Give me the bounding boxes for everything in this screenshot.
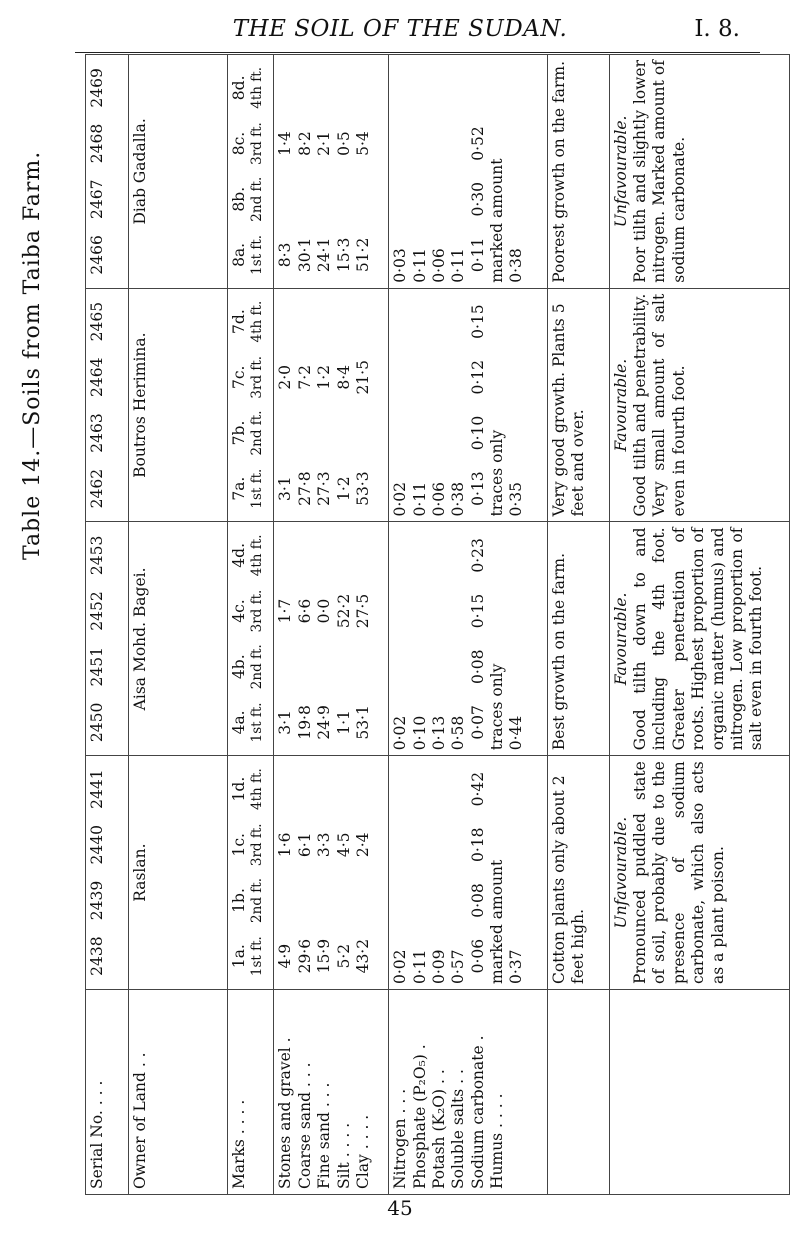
depth: 3rd ft. bbox=[249, 355, 266, 399]
mechanical-values bbox=[276, 528, 373, 751]
value-combined: 3·3 bbox=[315, 832, 334, 858]
serial-numbers bbox=[88, 60, 107, 283]
row-label-mech: Stones and gravel . Coarse sand . . . Fine sand . . . Silt . . . . Clay . . . . bbox=[274, 990, 389, 1195]
mechanical-col-combined bbox=[276, 294, 373, 461]
cell-marks-farm-2 bbox=[227, 522, 273, 756]
value-combined: 52·2 bbox=[334, 593, 353, 629]
serial-number: 2465 bbox=[88, 301, 106, 342]
value-combined: 0·0 bbox=[315, 598, 334, 624]
mechanical-col-1st bbox=[276, 461, 373, 517]
serial-numbers bbox=[88, 528, 107, 751]
mechanical-col-1st bbox=[276, 227, 373, 283]
value-combined: 5·4 bbox=[353, 131, 372, 156]
serial-number: 2452 bbox=[88, 591, 106, 631]
row-label-growth bbox=[547, 990, 609, 1195]
depth-list bbox=[249, 60, 266, 283]
depth: 4th ft. bbox=[249, 300, 266, 343]
value-phosphate: 0·10 bbox=[410, 715, 429, 751]
mark: 4b. bbox=[229, 654, 248, 680]
value-potash: 0·13 bbox=[429, 715, 448, 751]
serial-number: 2466 bbox=[88, 235, 106, 275]
value-soluble: 0·38 bbox=[449, 481, 468, 517]
cell-marks-farm-1 bbox=[227, 756, 273, 990]
value-clay: 43·2 bbox=[353, 938, 372, 974]
depth-list bbox=[249, 294, 266, 517]
depth: 2nd ft. bbox=[249, 410, 266, 456]
value-sodium: 0·13 bbox=[468, 471, 487, 506]
cell-marks-farm-4 bbox=[227, 55, 273, 289]
cell-growth-farm-2 bbox=[547, 522, 609, 756]
header-rule bbox=[75, 52, 760, 53]
mark: 7d. bbox=[229, 309, 248, 334]
owner-name: Diab Gadalla. bbox=[130, 118, 149, 225]
value-combined: 6·6 bbox=[295, 598, 314, 624]
page-reference: I. 8. bbox=[694, 16, 740, 42]
mark: 1d. bbox=[229, 776, 248, 802]
value-coarse: 29·6 bbox=[295, 938, 314, 974]
cell-chem-farm-3 bbox=[389, 288, 547, 522]
cell-remarks-farm-2 bbox=[609, 522, 789, 756]
serial-number: 2453 bbox=[88, 535, 106, 576]
mark: 4a. bbox=[229, 710, 248, 735]
remark-text: Poor tilth and slightly lower nitrogen. Marked amount of sodium carbonate. bbox=[631, 60, 688, 283]
growth-note: Very good growth. Plants 5 feet and over. bbox=[549, 303, 588, 517]
serial-numbers bbox=[88, 294, 107, 517]
remark-heading: Favourable. bbox=[611, 358, 630, 452]
table-caption: Table 14.—Soils from Taiba Farm. bbox=[20, 150, 45, 560]
table-row-owner bbox=[128, 55, 227, 1195]
sodium-values bbox=[469, 294, 488, 517]
serial-number: 2439 bbox=[88, 880, 106, 921]
table-row-serial bbox=[86, 55, 129, 1195]
value-combined: 1·7 bbox=[276, 598, 295, 624]
serial-numbers bbox=[88, 761, 107, 984]
value-nitrogen: 0·02 bbox=[391, 715, 410, 751]
row-label-remarks bbox=[609, 990, 789, 1195]
depth: 2nd ft. bbox=[249, 176, 266, 222]
depth: 4th ft. bbox=[249, 768, 266, 810]
value-phosphate: 0·11 bbox=[410, 949, 429, 984]
cell-owner-farm-1 bbox=[128, 756, 227, 990]
table-row-chem bbox=[389, 55, 547, 1195]
value-soluble: 0·58 bbox=[449, 715, 468, 751]
cell-growth-farm-4 bbox=[547, 55, 609, 289]
value-combined: 1·2 bbox=[315, 364, 334, 390]
value-humus: 0·37 bbox=[507, 949, 526, 984]
growth-note: Best growth on the farm. bbox=[549, 552, 568, 751]
sodium-values bbox=[469, 528, 488, 751]
mechanical-col-1st bbox=[276, 928, 373, 984]
marks-list bbox=[230, 294, 249, 517]
value-stones: 3·1 bbox=[276, 476, 295, 501]
cell-growth-farm-1 bbox=[547, 756, 609, 990]
value-clay: 51·2 bbox=[353, 237, 372, 273]
serial-number: 2440 bbox=[88, 825, 106, 865]
depth: 2nd ft. bbox=[249, 878, 266, 923]
mechanical-col-1st bbox=[276, 695, 373, 751]
mark: 7b. bbox=[229, 420, 248, 446]
value-soluble: 0·11 bbox=[449, 248, 468, 283]
growth-note: Cotton plants only about 2 feet high. bbox=[549, 775, 588, 984]
value-combined: 6·1 bbox=[295, 832, 314, 858]
owner-name: Boutros Herimina. bbox=[130, 332, 149, 478]
mark: 8b. bbox=[229, 186, 248, 212]
cell-serial-farm-4 bbox=[86, 55, 129, 289]
depth: 4th ft. bbox=[249, 534, 266, 577]
marks-list bbox=[230, 761, 249, 984]
sodium-note: traces only bbox=[488, 429, 507, 517]
cell-mech-farm-1 bbox=[274, 756, 389, 990]
cell-serial-farm-1 bbox=[86, 756, 129, 990]
sodium-values bbox=[469, 761, 488, 984]
value-silt: 5·2 bbox=[334, 943, 353, 969]
value-coarse: 30·1 bbox=[295, 237, 314, 273]
sodium-values bbox=[469, 60, 488, 283]
value-silt: 1·2 bbox=[334, 476, 353, 501]
remark-text: Good tilth down to and including the 4th foot. Greater penetration of roots. Highest proportion of organic matter (humus) and nitrogen. Low proportion of salt even in fourth foot. bbox=[631, 527, 766, 751]
value-clay: 53·3 bbox=[353, 471, 372, 506]
value-fine: 15·9 bbox=[315, 938, 334, 974]
value-sodium: 0·10 bbox=[468, 415, 487, 451]
mechanical-col-combined bbox=[276, 761, 373, 928]
sodium-note: marked amount bbox=[488, 158, 507, 283]
remark-heading: Favourable. bbox=[611, 592, 630, 686]
mark: 8a. bbox=[229, 242, 248, 267]
serial-number: 2467 bbox=[88, 179, 106, 219]
serial-number: 2451 bbox=[88, 647, 106, 687]
value-coarse: 27·8 bbox=[295, 471, 314, 506]
cell-marks-farm-3 bbox=[227, 288, 273, 522]
value-nitrogen: 0·02 bbox=[391, 481, 410, 517]
mark: 1c. bbox=[229, 833, 248, 857]
row-label-chem: Nitrogen . . . Phosphate (P₂O₅) . Potash (K₂O) . . Soluble salts . . Sodium carbonate . Humus . . . . bbox=[389, 990, 547, 1195]
sodium-note: traces only bbox=[488, 663, 507, 751]
value-sodium: 0·52 bbox=[468, 126, 487, 161]
value-stones: 4·9 bbox=[276, 943, 295, 969]
value-humus: 0·38 bbox=[507, 248, 526, 283]
value-combined: 2·0 bbox=[276, 364, 295, 390]
value-sodium: 0·42 bbox=[468, 771, 487, 807]
value-silt: 1·1 bbox=[334, 710, 353, 735]
value-stones: 8·3 bbox=[276, 242, 295, 268]
depth: 3rd ft. bbox=[249, 823, 266, 867]
mark: 4d. bbox=[229, 542, 248, 568]
value-combined: 4·5 bbox=[334, 832, 353, 858]
value-combined: 7·2 bbox=[295, 364, 314, 390]
depth-list bbox=[249, 761, 266, 984]
value-sodium bbox=[469, 60, 488, 116]
cell-mech-farm-2 bbox=[274, 522, 389, 756]
value-sodium: 0·08 bbox=[468, 649, 487, 684]
mechanical-values bbox=[276, 60, 373, 283]
remark-text: Good tilth and penetrability. Very small amount of salt even in fourth foot. bbox=[631, 293, 688, 517]
value-sodium: 0·11 bbox=[468, 237, 487, 273]
value-humus: 0·44 bbox=[507, 715, 526, 751]
depth: 3rd ft. bbox=[249, 589, 266, 633]
value-combined: 2·1 bbox=[315, 131, 334, 156]
serial-number: 2462 bbox=[88, 468, 106, 509]
value-nitrogen: 0·03 bbox=[391, 248, 410, 283]
mark: 7a. bbox=[229, 476, 248, 501]
cell-growth-farm-3 bbox=[547, 288, 609, 522]
mark: 8d. bbox=[229, 75, 248, 101]
row-label-owner: Owner of Land . . bbox=[128, 990, 227, 1195]
value-fine: 27·3 bbox=[315, 471, 334, 506]
soil-table bbox=[85, 54, 790, 1195]
remark-heading: Unfavourable. bbox=[611, 816, 630, 929]
serial-number: 2468 bbox=[88, 123, 106, 164]
marks-list bbox=[230, 60, 249, 283]
serial-number: 2450 bbox=[88, 702, 106, 743]
cell-owner-farm-3 bbox=[128, 288, 227, 522]
value-sodium: 0·30 bbox=[468, 181, 487, 217]
cell-mech-farm-4 bbox=[274, 55, 389, 289]
value-sodium: 0·08 bbox=[468, 883, 487, 918]
value-fine: 24·1 bbox=[315, 237, 334, 273]
value-combined: 1·6 bbox=[276, 832, 295, 858]
rotated-table bbox=[85, 55, 790, 1195]
depth: 1st ft. bbox=[249, 702, 266, 743]
serial-number: 2464 bbox=[88, 357, 106, 398]
owner-name: Raslan. bbox=[130, 843, 149, 902]
value-sodium: 0·07 bbox=[468, 705, 487, 740]
depth: 1st ft. bbox=[249, 936, 266, 977]
depth: 1st ft. bbox=[249, 234, 266, 275]
value-stones: 3·1 bbox=[276, 710, 295, 735]
value-combined: 1·4 bbox=[276, 131, 295, 156]
value-coarse: 19·8 bbox=[295, 705, 314, 740]
cell-chem-farm-4 bbox=[389, 55, 547, 289]
mechanical-values bbox=[276, 761, 373, 984]
growth-note: Poorest growth on the farm. bbox=[549, 60, 568, 283]
mark: 1a. bbox=[229, 944, 248, 969]
row-label-marks: Marks . . . . bbox=[227, 990, 273, 1195]
value-combined: 21·5 bbox=[353, 360, 372, 395]
serial-number: 2469 bbox=[88, 68, 106, 108]
value-sodium: 0·18 bbox=[468, 827, 487, 863]
cell-remarks-farm-4 bbox=[609, 55, 789, 289]
value-sodium: 0·15 bbox=[468, 304, 487, 339]
owner-name: Aisa Mohd. Bagei. bbox=[130, 567, 149, 711]
mechanical-col-combined bbox=[276, 528, 373, 695]
mechanical-values bbox=[276, 294, 373, 517]
page-number: 45 bbox=[387, 1196, 413, 1220]
mark: 4c. bbox=[229, 599, 248, 623]
remark-text: Pronounced puddled state of soil, probably due to the presence of sodium carbonate, which also acts as a plant poison. bbox=[631, 761, 727, 984]
value-combined: 8·2 bbox=[295, 131, 314, 156]
cell-chem-farm-2 bbox=[389, 522, 547, 756]
sodium-note: marked amount bbox=[488, 859, 507, 984]
value-sodium: 0·12 bbox=[468, 360, 487, 395]
row-label-serial: Serial No. . . . bbox=[86, 990, 129, 1195]
cell-owner-farm-4 bbox=[128, 55, 227, 289]
depth: 1st ft. bbox=[249, 468, 266, 509]
value-sodium: 0·06 bbox=[468, 938, 487, 974]
table-row-marks bbox=[227, 55, 273, 1195]
value-combined: 27·5 bbox=[353, 593, 372, 629]
value-phosphate: 0·11 bbox=[410, 248, 429, 283]
cell-owner-farm-2 bbox=[128, 522, 227, 756]
remark-heading: Unfavourable. bbox=[611, 115, 630, 228]
value-potash: 0·09 bbox=[429, 949, 448, 984]
value-sodium: 0·23 bbox=[468, 538, 487, 573]
serial-number: 2441 bbox=[88, 769, 106, 809]
value-phosphate: 0·11 bbox=[410, 481, 429, 517]
value-soluble: 0·57 bbox=[449, 949, 468, 984]
value-silt: 15·3 bbox=[334, 237, 353, 273]
table-row-remarks bbox=[609, 55, 789, 1195]
cell-mech-farm-3 bbox=[274, 288, 389, 522]
depth: 2nd ft. bbox=[249, 644, 266, 690]
value-fine: 24·9 bbox=[315, 705, 334, 740]
cell-remarks-farm-3 bbox=[609, 288, 789, 522]
value-nitrogen: 0·02 bbox=[391, 949, 410, 984]
cell-serial-farm-3 bbox=[86, 288, 129, 522]
running-title: THE SOIL OF THE SUDAN. bbox=[232, 16, 568, 42]
value-sodium: 0·15 bbox=[468, 593, 487, 629]
mark: 8c. bbox=[229, 131, 248, 156]
value-humus: 0·35 bbox=[507, 481, 526, 517]
value-combined: 0·5 bbox=[334, 131, 353, 156]
cell-remarks-farm-1 bbox=[609, 756, 789, 990]
table-row-growth bbox=[547, 55, 609, 1195]
soil-table-container bbox=[85, 55, 790, 1195]
depth-list bbox=[249, 528, 266, 751]
table-row-mech bbox=[274, 55, 389, 1195]
cell-serial-farm-2 bbox=[86, 522, 129, 756]
mark: 7c. bbox=[229, 365, 248, 390]
marks-list bbox=[230, 528, 249, 751]
cell-chem-farm-1 bbox=[389, 756, 547, 990]
serial-number: 2438 bbox=[88, 936, 106, 976]
serial-number: 2463 bbox=[88, 413, 106, 453]
value-potash: 0·06 bbox=[429, 481, 448, 517]
value-combined: 2·4 bbox=[353, 832, 372, 858]
value-potash: 0·06 bbox=[429, 248, 448, 283]
depth: 3rd ft. bbox=[249, 122, 266, 165]
depth: 4th ft. bbox=[249, 66, 266, 109]
value-clay: 53·1 bbox=[353, 705, 372, 740]
value-combined: 8·4 bbox=[334, 364, 353, 390]
mechanical-col-combined bbox=[276, 60, 373, 227]
mark: 1b. bbox=[229, 888, 248, 913]
